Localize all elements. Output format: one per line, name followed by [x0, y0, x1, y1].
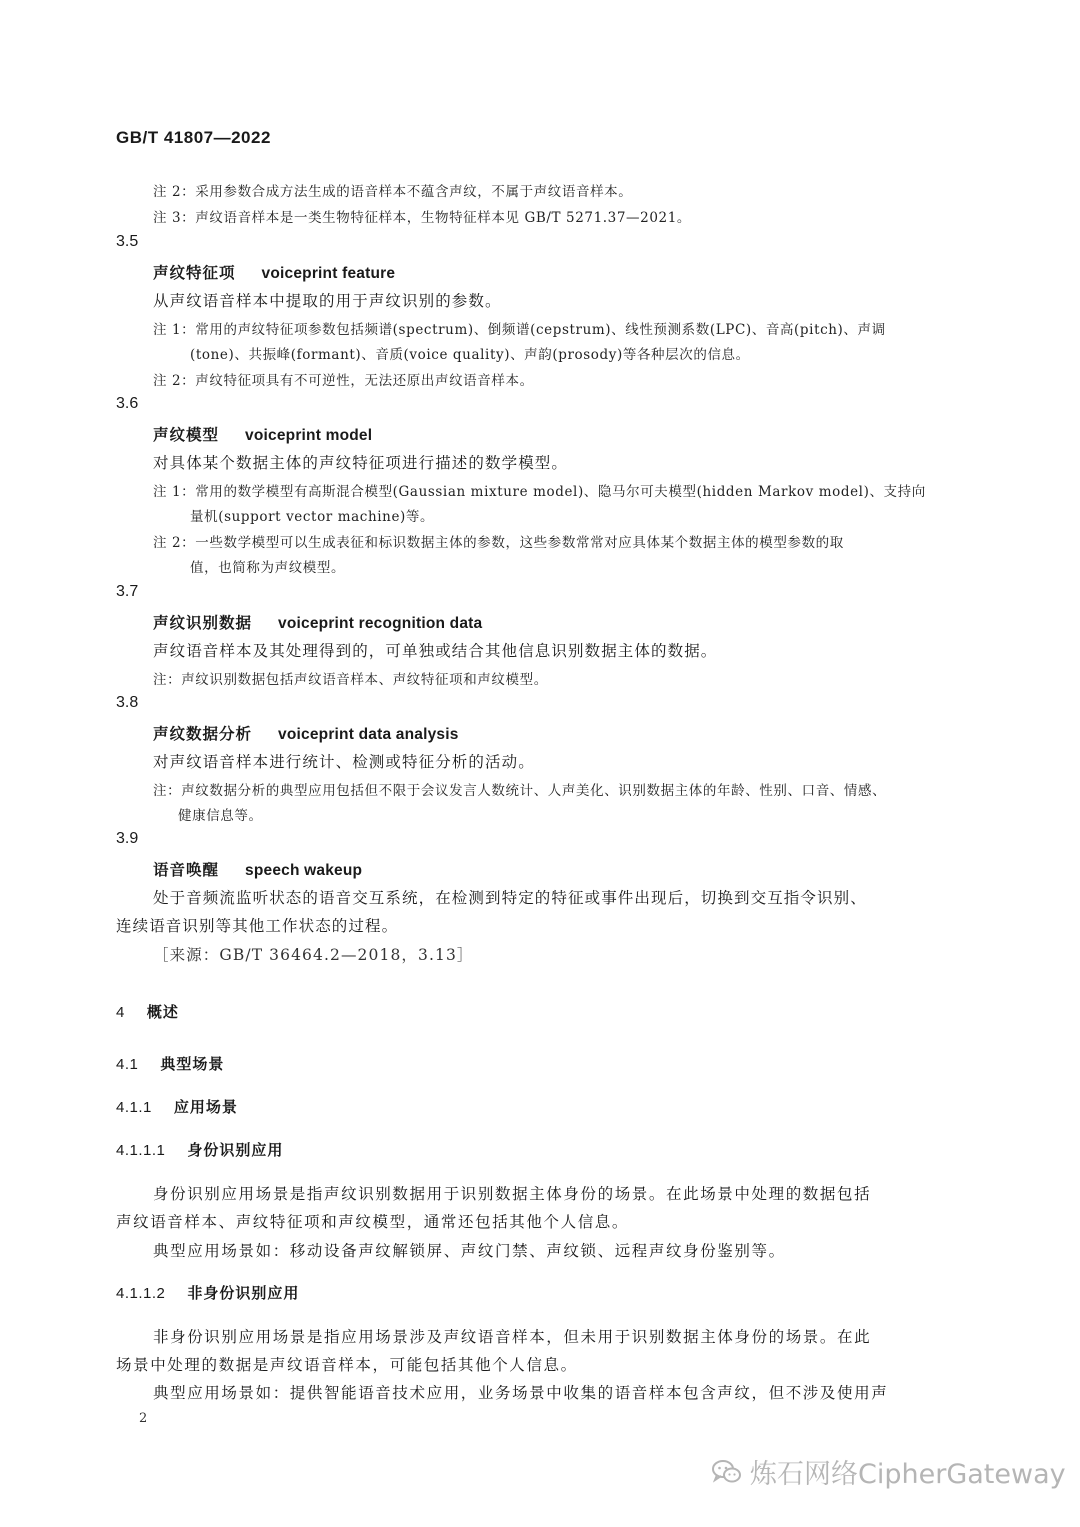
note-continued: 量机(support vector machine)等。	[190, 509, 435, 525]
section-heading	[116, 1053, 224, 1074]
term-zh: 声纹识别数据	[153, 613, 253, 632]
paragraph: 非身份识别应用场景是指应用场景涉及声纹语音样本，但未用于识别数据主体身份的场景。在此	[153, 1328, 872, 1346]
section-heading	[116, 1139, 283, 1160]
section-heading	[116, 1096, 238, 1117]
definition: 对声纹语音样本进行统计、检测或特征分析的活动。	[153, 753, 535, 771]
definition: 处于音频流监听状态的语音交互系统，在检测到特定的特征或事件出现后，切换到交互指令识别、	[153, 889, 867, 907]
section-number: 4.1.1.2	[116, 1285, 166, 1302]
term-zh: 声纹特征项	[153, 263, 236, 282]
term-heading	[153, 611, 482, 633]
term-en: voiceprint data analysis	[278, 726, 459, 743]
standard-number: GB/T 41807—2022	[116, 128, 271, 147]
paragraph-continued: 场景中处理的数据是声纹语音样本，可能包括其他个人信息。	[116, 1356, 578, 1374]
note: 注 2：采用参数合成方法生成的语音样本不蕴含声纹，不属于声纹语音样本。	[153, 184, 633, 200]
note: 注：声纹数据分析的典型应用包括但不限于会议发言人数统计、人声美化、识别数据主体的年龄、性别、口音、情感、	[153, 783, 887, 799]
section-title: 概述	[146, 1003, 179, 1021]
note: 注：声纹识别数据包括声纹语音样本、声纹特征项和声纹模型。	[153, 672, 548, 688]
term-zh: 声纹数据分析	[153, 724, 253, 743]
term-zh: 声纹模型	[153, 425, 220, 444]
term-en: speech wakeup	[245, 862, 363, 879]
term-en: voiceprint feature	[261, 265, 396, 282]
note-continued: 健康信息等。	[178, 808, 263, 824]
section-number: 4.1.1	[116, 1099, 152, 1116]
note: 注 2：声纹特征项具有不可逆性，无法还原出声纹语音样本。	[153, 373, 534, 389]
clause-number: 3.7	[116, 583, 139, 600]
definition-continued: 连续语音识别等其他工作状态的过程。	[116, 917, 399, 935]
wechat-icon	[712, 1459, 742, 1485]
section-number: 4	[116, 1004, 125, 1021]
section-number: 4.1	[116, 1056, 139, 1073]
clause-number: 3.5	[116, 233, 139, 250]
term-heading	[153, 722, 459, 744]
definition: 对具体某个数据主体的声纹特征项进行描述的数学模型。	[153, 454, 569, 472]
term-heading	[153, 423, 372, 445]
term-en: voiceprint model	[245, 427, 373, 444]
clause-number: 3.9	[116, 830, 139, 847]
term-heading	[153, 261, 395, 283]
definition: 从声纹语音样本中提取的用于声纹识别的参数。	[153, 292, 502, 310]
section-title: 典型场景	[160, 1055, 225, 1073]
section-number: 4.1.1.1	[116, 1142, 166, 1159]
watermark	[712, 1452, 1066, 1491]
clause-number: 3.6	[116, 395, 139, 412]
paragraph: 典型应用场景如：移动设备声纹解锁屏、声纹门禁、声纹锁、远程声纹身份鉴别等。	[153, 1242, 786, 1260]
section-heading	[116, 1282, 299, 1303]
source-reference: ［来源：GB/T 36464.2—2018，3.13］	[153, 946, 474, 964]
section-title: 非身份识别应用	[187, 1284, 300, 1302]
term-en: voiceprint recognition data	[278, 615, 483, 632]
term-heading	[153, 858, 362, 880]
note: 注 3：声纹语音样本是一类生物特征样本，生物特征样本见 GB/T 5271.37—2021。	[153, 210, 692, 226]
definition: 声纹语音样本及其处理得到的，可单独或结合其他信息识别数据主体的数据。	[153, 642, 718, 660]
watermark-text: 炼石网络CipherGateway	[750, 1459, 1066, 1490]
paragraph: 典型应用场景如：提供智能语音技术应用，业务场景中收集的语音样本包含声纹，但不涉及使用声	[153, 1384, 889, 1402]
section-heading	[116, 1001, 179, 1022]
section-title: 身份识别应用	[187, 1141, 284, 1159]
section-title: 应用场景	[173, 1098, 238, 1116]
paragraph-continued: 声纹语音样本、声纹特征项和声纹模型，通常还包括其他个人信息。	[116, 1213, 630, 1231]
clause-number: 3.8	[116, 694, 139, 711]
page-number: 2	[139, 1411, 148, 1426]
note: 注 1：常用的声纹特征项参数包括频谱(spectrum)、倒频谱(cepstrum)、线性预测系数(LPC)、音高(pitch)、声调	[153, 322, 886, 338]
paragraph: 身份识别应用场景是指声纹识别数据用于识别数据主体身份的场景。在此场景中处理的数据包括	[153, 1185, 872, 1203]
note-continued: 值，也简称为声纹模型。	[190, 560, 346, 576]
note: 注 1：常用的数学模型有高斯混合模型(Gaussian mixture model)、隐马尔可夫模型(hidden Markov model)、支持向	[153, 484, 926, 500]
term-zh: 语音唤醒	[153, 860, 220, 879]
note-continued: (tone)、共振峰(formant)、音质(voice quality)、声韵(prosody)等各种层次的信息。	[190, 347, 750, 363]
note: 注 2：一些数学模型可以生成表征和标识数据主体的参数，这些参数常常对应具体某个数据主体的模型参数的取	[153, 535, 844, 551]
